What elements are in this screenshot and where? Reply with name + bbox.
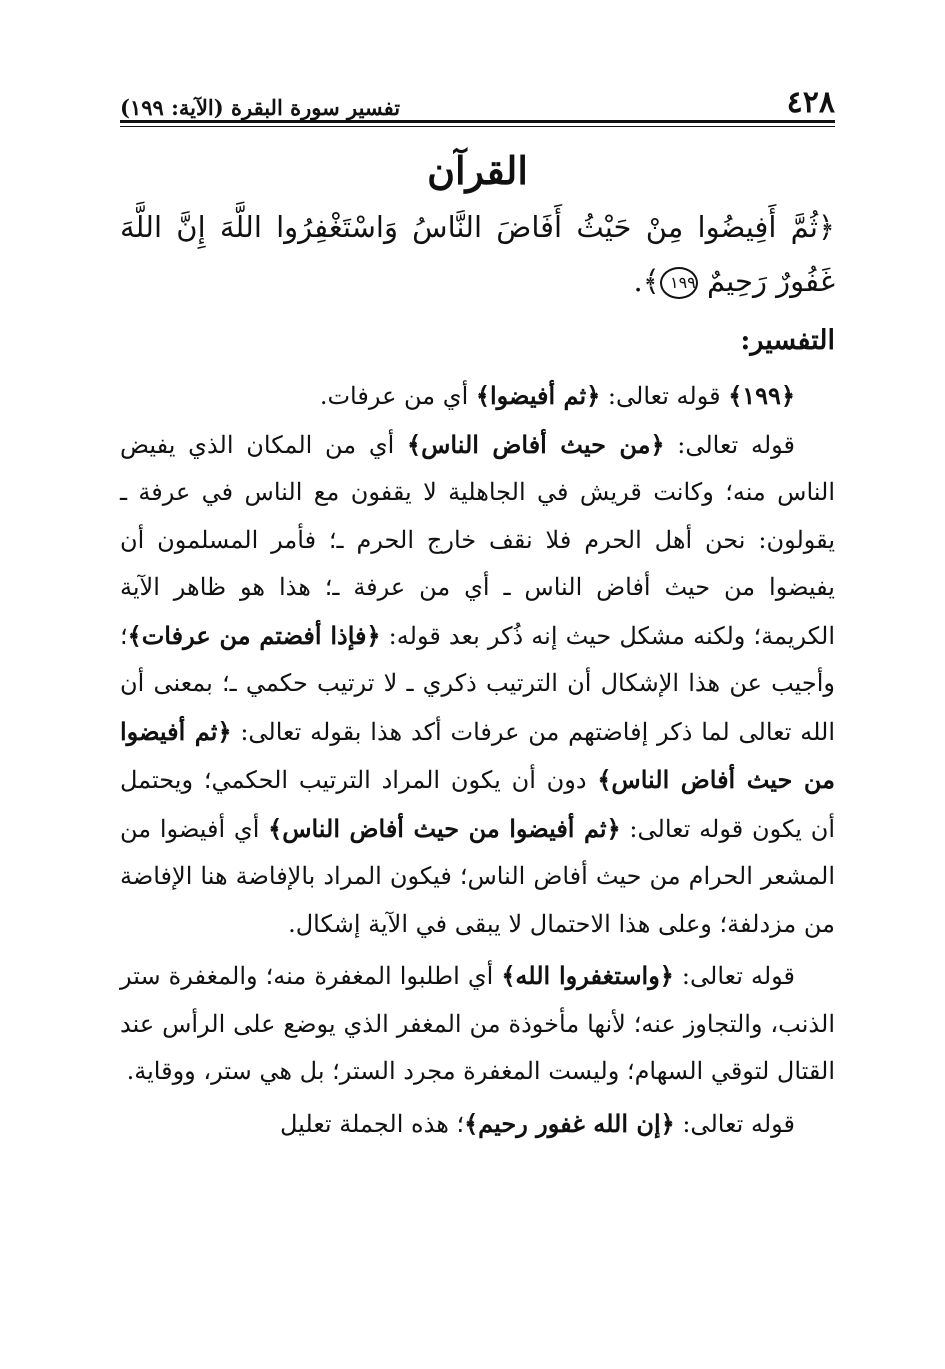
verse-text: ثُمَّ أَفِيضُوا مِنْ حَيْثُ أَفَاضَ النَّاسُ وَاسْتَغْفِرُوا اللَّهَ إِنَّ اللَّهَ غَفُورٌ رَحِيمٌ xyxy=(120,210,835,298)
paragraph-text: قوله تعالى: xyxy=(664,430,795,459)
quran-verse xyxy=(120,200,835,308)
running-header xyxy=(120,78,835,118)
paragraph-text: ؛ وأجيب عن هذا الإشكال أن الترتيب ذكري ـ لا ترتيب حكمي ـ؛ بمعنى أن الله تعالى لما ذكر إفاضتهم من عرفات أكد هذا بقوله تعالى: xyxy=(120,621,835,746)
paragraph-text: قوله تعالى: xyxy=(673,962,795,990)
quote: ﴿واستغفروا الله﴾ xyxy=(501,961,674,990)
verse-close-bracket: ﴾. xyxy=(633,264,660,298)
page-number: ٤٢٨ xyxy=(786,85,835,120)
paragraph-text: أي من عرفات. xyxy=(319,382,476,410)
paragraph-text: أي أفيضوا من المشعر الحرام من حيث أفاض الناس؛ فيكون المراد بالإفاضة هنا الإفاضة من مزدلفة؛ وعلى هذا الاحتمال لا يبقى في الآية إشكال. xyxy=(120,814,835,938)
quote: ﴿ثم أفيضوا﴾ xyxy=(475,381,601,410)
section-heading-quran: القرآن xyxy=(427,148,528,193)
quote: ﴿فإذا أفضتم من عرفات﴾ xyxy=(127,620,381,650)
verse-open-bracket: ﴿ xyxy=(818,210,835,244)
paragraph-text: قوله تعالى: xyxy=(600,382,729,410)
tafsir-body xyxy=(120,372,835,1148)
paragraph-1 xyxy=(120,372,835,421)
running-title: تفسير سورة البقرة (الآية: ١٩٩) xyxy=(120,95,401,120)
paragraph-text: أي من المكان الذي يفيض الناس منه؛ وكانت قريش في الجاهلية لا يقفون مع الناس في عرفة ـ يقولون: نحن أهل الحرم فلا نقف خارج الحرم ـ؛ فأمر المسلمون أن يفيضوا من حيث أفاض الناس ـ أي من عرفة ـ؛ هذا هو ظاهر الآية الكريمة؛ ولكنه مشكل حيث إنه ذُكر بعد قوله: xyxy=(120,430,835,650)
paragraph-text: أي اطلبوا المغفرة منه؛ والمغفرة ستر الذنب، والتجاوز عنه؛ لأنها مأخوذة من المغفر الذي يوضع على الرأس عند القتال لتوقي السهام؛ وليست المغفرة مجرد الستر؛ بل هي ستر، ووقاية. xyxy=(120,962,835,1085)
header-rule-thick xyxy=(120,120,835,123)
paragraph-2 xyxy=(120,421,835,949)
section-heading-tafsir: التفسير: xyxy=(740,325,835,356)
header-rule-thin xyxy=(120,126,835,127)
verse-ref: ﴿١٩٩﴾ xyxy=(728,381,795,410)
quote: ﴿إن الله غفور رحيم﴾ xyxy=(464,1108,675,1138)
quote: ﴿ثم أفيضوا من حيث أفاض الناس﴾ xyxy=(120,716,836,794)
quote: ﴿من حيث أفاض الناس﴾ xyxy=(407,429,665,459)
quote: ﴿ثم أفيضوا من حيث أفاض الناس﴾ xyxy=(268,813,621,843)
verse-number-marker: ١٩٩ xyxy=(660,267,698,299)
paragraph-text: دون أن يكون المراد الترتيب الحكمي؛ ويحتمل أن يكون قوله تعالى: xyxy=(120,766,835,843)
paragraph-text: ؛ هذه الجملة تعليل xyxy=(279,1109,465,1138)
paragraph-3 xyxy=(120,952,835,1096)
paragraph-text: قوله تعالى: xyxy=(674,1109,795,1138)
paragraph-4 xyxy=(120,1100,835,1149)
